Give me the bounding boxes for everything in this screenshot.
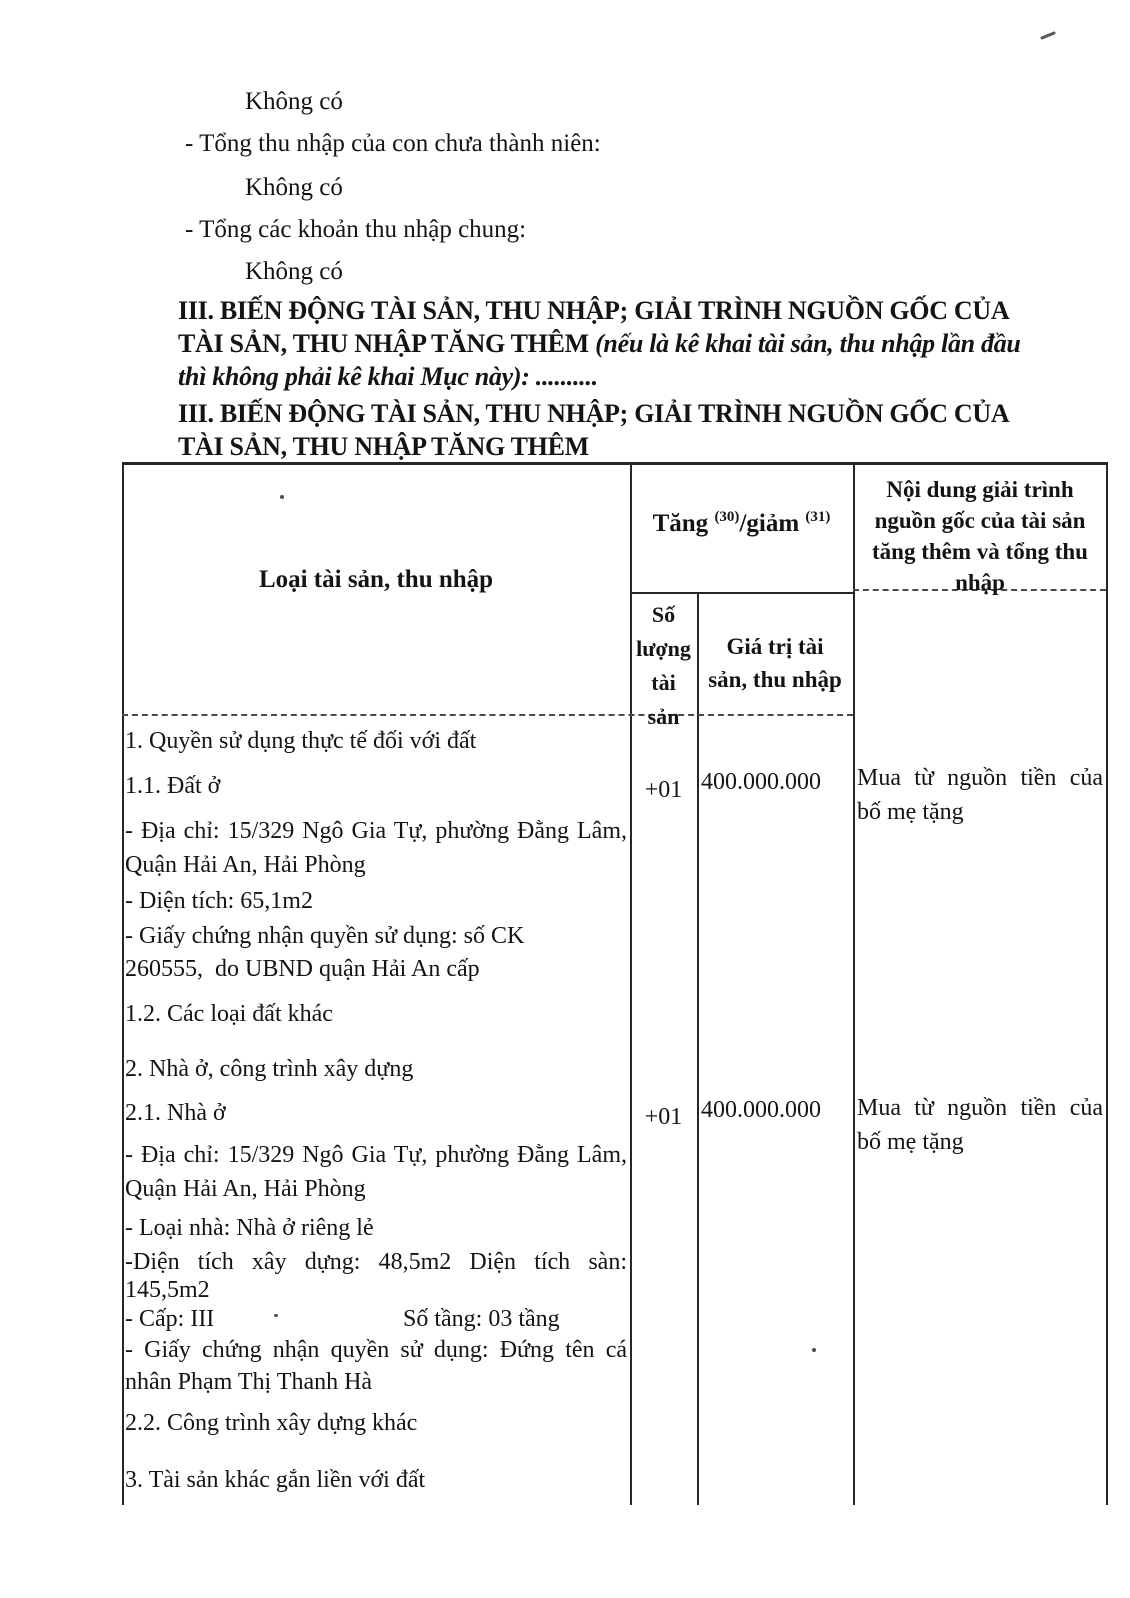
table-divider-header-bottom <box>122 714 853 716</box>
header-explanation-line4: nhập <box>955 570 1005 595</box>
header-change <box>630 508 853 539</box>
section-heading-repeat-line2: TÀI SẢN, THU NHẬP TĂNG THÊM <box>178 432 589 461</box>
asset-line-loai-nha: - Loại nhà: Nhà ở riêng lẻ <box>125 1215 374 1241</box>
entry2-quantity: +01 <box>644 1104 683 1130</box>
header-explanation <box>855 474 1105 598</box>
section-heading-repeat-line1: III. BIẾN ĐỘNG TÀI SẢN, THU NHẬP; GIẢI TRÌNH NGUỒN GỐC CỦA <box>178 399 1010 428</box>
header-explanation-line3: tăng thêm và tổng thu <box>872 539 1088 564</box>
asset-line-dia-chi-1b: Quận Hải An, Hải Phòng <box>125 852 366 878</box>
asset-line-2-1-nha-o: 2.1. Nhà ở <box>125 1100 226 1126</box>
assets-change-table <box>122 462 1108 1505</box>
footnote-31: (31) <box>805 508 831 525</box>
table-divider-quantity-value <box>697 592 699 1505</box>
section-heading-line2-bold: TÀI SẢN, THU NHẬP TĂNG THÊM <box>178 329 589 358</box>
section-heading-line2-italic: (nếu là kê khai tài sản, thu nhập lần đầu <box>588 329 1021 358</box>
entry1-explanation <box>857 761 1103 829</box>
asset-line-giay-chung-nhan-1a: - Giấy chứng nhận quyền sử dụng: số CK <box>125 923 525 949</box>
intro-line-khong-co-1: Không có <box>245 88 343 115</box>
footnote-30: (30) <box>714 508 740 525</box>
header-value-line2: sản, thu nhập <box>708 667 842 692</box>
entry2-explanation-line1: Mua từ nguồn tiền của <box>857 1095 1103 1121</box>
asset-line-2-2-cong-trinh-khac: 2.2. Công trình xây dựng khác <box>125 1410 418 1436</box>
table-divider-under-change-header <box>630 592 855 594</box>
header-change-giam: /giảm <box>739 510 806 537</box>
header-quantity-line4: sản <box>647 704 680 729</box>
section-heading-line3: thì không phải kê khai Mục này): .......... <box>178 362 598 391</box>
header-quantity-line3: tài <box>651 670 676 695</box>
asset-line-dien-tich-xay-dung: -Diện tích xây dựng: 48,5m2 Diện tích sàn: <box>125 1249 627 1275</box>
header-explanation-line1: Nội dung giải trình <box>886 477 1074 502</box>
section-heading-line2 <box>178 329 1021 359</box>
entry2-explanation-line2: bố mẹ tặng <box>857 1129 964 1155</box>
entry1-explanation-line1: Mua từ nguồn tiền của <box>857 765 1103 791</box>
asset-line-dien-tich: - Diện tích: 65,1m2 <box>125 888 313 914</box>
header-value-line1: Giá trị tài <box>726 634 824 659</box>
entry2-explanation <box>857 1091 1103 1159</box>
asset-line-dia-chi-2a: - Địa chỉ: 15/329 Ngô Gia Tự, phường Đằng Lâm, <box>125 1142 627 1168</box>
intro-line-thu-nhap-chung: - Tổng các khoản thu nhập chung: <box>185 216 527 243</box>
asset-line-so-tang: Số tầng: 03 tầng <box>403 1306 560 1332</box>
header-quantity-line1: Số <box>651 602 676 627</box>
header-explanation-line2: nguồn gốc của tài sản <box>874 508 1086 533</box>
asset-line-giay-chung-nhan-1b: 260555, do UBND quận Hải An cấp <box>125 956 480 982</box>
header-change-tang: Tăng <box>652 510 715 537</box>
entry1-explanation-line2: bố mẹ tặng <box>857 799 964 825</box>
asset-line-1-1-dat-o: 1.1. Đất ở <box>125 773 221 799</box>
scan-artifact-dot-header <box>280 495 284 499</box>
asset-line-giay-chung-nhan-2b: nhân Phạm Thị Thanh Hà <box>125 1369 373 1395</box>
intro-line-khong-co-2: Không có <box>245 174 343 201</box>
scan-artifact-mark-top-right <box>1040 31 1056 40</box>
entry2-value: 400.000.000 <box>701 1097 821 1123</box>
table-border-right <box>1106 462 1108 1505</box>
asset-line-dia-chi-2b: Quận Hải An, Hải Phòng <box>125 1176 366 1202</box>
asset-line-1-quyen-su-dung: 1. Quyền sử dụng thực tế đối với đất <box>125 728 477 754</box>
asset-line-2-nha-o: 2. Nhà ở, công trình xây dựng <box>125 1056 414 1082</box>
table-divider-col2-col3 <box>853 462 855 1505</box>
asset-line-3-tai-san-khac: 3. Tài sản khác gắn liền với đất <box>125 1467 426 1493</box>
entry1-value: 400.000.000 <box>701 769 821 795</box>
table-border-top <box>122 462 1108 465</box>
scan-artifact-dot-right <box>812 1348 816 1352</box>
asset-line-dia-chi-1a: - Địa chỉ: 15/329 Ngô Gia Tự, phường Đằng Lâm, <box>125 818 627 844</box>
header-quantity-line2: lượng <box>636 636 691 661</box>
header-value <box>697 630 853 696</box>
table-border-left <box>122 462 124 1505</box>
header-asset-type: Loại tài sản, thu nhập <box>258 566 494 593</box>
entry1-quantity: +01 <box>644 777 683 803</box>
asset-line-1-2-dat-khac: 1.2. Các loại đất khác <box>125 1001 333 1027</box>
asset-line-giay-chung-nhan-2a: - Giấy chứng nhận quyền sử dụng: Đứng tên cá <box>125 1337 627 1363</box>
scan-artifact-dot-cap <box>274 1314 278 1317</box>
asset-line-dien-tich-san: 145,5m2 <box>125 1277 210 1303</box>
section-heading-line1: III. BIẾN ĐỘNG TÀI SẢN, THU NHẬP; GIẢI TRÌNH NGUỒN GỐC CỦA <box>178 296 1010 325</box>
intro-line-thu-nhap-con: - Tổng thu nhập của con chưa thành niên: <box>185 130 601 157</box>
header-quantity <box>630 598 697 734</box>
intro-line-khong-co-3: Không có <box>245 258 343 285</box>
asset-line-cap: - Cấp: III <box>125 1306 215 1332</box>
